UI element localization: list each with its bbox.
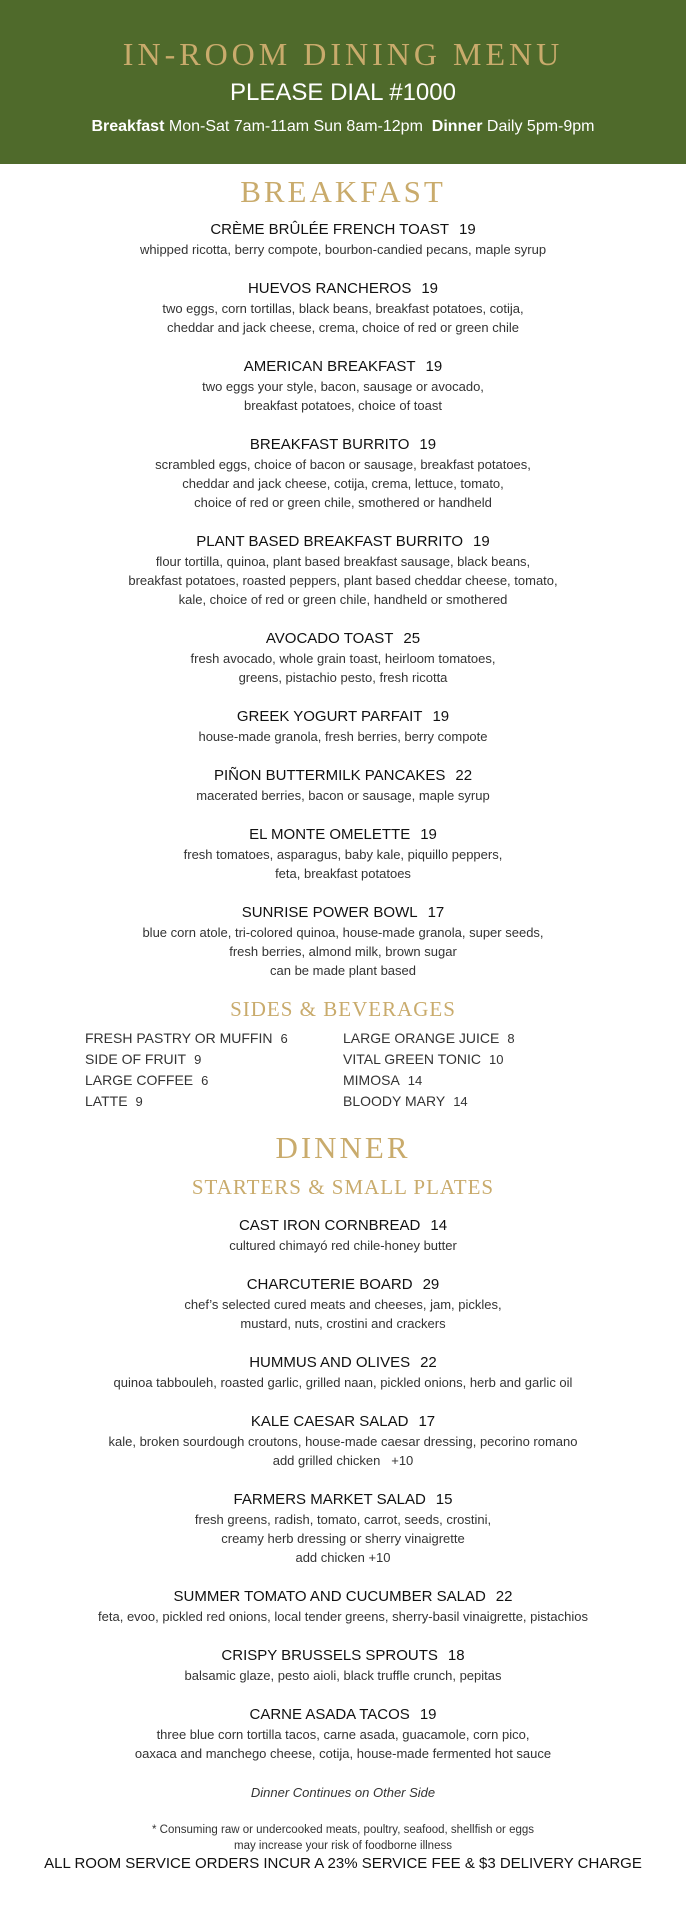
menu-item [0,1275,686,1333]
side-name: VITAL GREEN TONIC [343,1051,481,1067]
side-name: FRESH PASTRY OR MUFFIN [85,1030,273,1046]
item-description: greens, pistachio pesto, fresh ricotta [238,670,448,685]
item-price: 29 [422,1276,440,1293]
item-price: 25 [403,630,421,647]
item-price: 14 [430,1217,448,1234]
item-price: 22 [420,1354,437,1371]
item-description: cheddar and jack cheese, crema, choice of red or green chile [167,320,519,335]
menu-title: IN-ROOM DINING MENU [122,36,564,72]
item-description: macerated berries, bacon or sausage, maple syrup [196,788,490,803]
dinner-section-title: DINNER [275,1130,411,1165]
item-name: SUMMER TOMATO AND CUCUMBER SALAD [173,1588,486,1605]
dinner-items [0,1216,686,1763]
menu-item [0,1490,686,1567]
item-description: breakfast potatoes, roasted peppers, plant based cheddar cheese, tomato, [128,573,558,588]
item-description: fresh avocado, whole grain toast, heirloom tomatoes, [190,651,496,666]
item-addon: add grilled chicken +10 [272,1453,414,1468]
service-fee-notice: ALL ROOM SERVICE ORDERS INCUR A 23% SERVICE FEE & $3 DELIVERY CHARGE [44,1855,642,1872]
item-name: CAST IRON CORNBREAD [238,1217,421,1234]
header-banner [0,0,686,164]
item-name: HUEVOS RANCHEROS [247,280,412,297]
menu-item [0,629,686,687]
side-name: SIDE OF FRUIT [85,1051,187,1067]
side-price: 9 [135,1094,143,1109]
item-description: can be made plant based [270,963,416,978]
side-price: 6 [201,1073,209,1088]
item-name: HUMMUS AND OLIVES [249,1354,411,1371]
breakfast-items [0,220,686,980]
item-name: CRÈME BRÛLÉE FRENCH TOAST [210,221,449,238]
item-price: 19 [473,533,490,550]
continue-note: Dinner Continues on Other Side [250,1785,436,1800]
side-item [85,1091,343,1112]
item-description: kale, choice of red or green chile, handheld or smothered [178,592,508,607]
item-name: AMERICAN BREAKFAST [243,358,416,375]
item-description: two eggs your style, bacon, sausage or avocado, [202,379,484,394]
dial-instruction: PLEASE DIAL #1000 [230,79,456,106]
starters-subtitle: STARTERS & SMALL PLATES [191,1175,495,1199]
side-item [343,1070,601,1091]
item-price: 22 [495,1588,513,1605]
item-description: house-made granola, fresh berries, berry compote [198,729,488,744]
dinner-hours-label: Dinner [431,118,483,135]
sides-section-title: SIDES & BEVERAGES [230,997,456,1021]
menu-item [0,279,686,337]
menu-item [0,435,686,512]
item-description: blue corn atole, tri-colored quinoa, house-made granola, super seeds, [142,925,544,940]
side-item [85,1049,343,1070]
dinner-hours: Daily 5pm-9pm [486,118,595,135]
item-description: balsamic glaze, pesto aioli, black truffle crunch, pepitas [184,1668,502,1683]
item-price: 19 [458,221,476,238]
menu-item [0,1353,686,1392]
side-price: 6 [280,1031,288,1046]
item-name: GREEK YOGURT PARFAIT [236,708,423,725]
side-price: 10 [488,1052,504,1067]
menu-item [0,707,686,746]
item-description: fresh berries, almond milk, brown sugar [229,944,457,959]
item-name: CHARCUTERIE BOARD [246,1276,413,1293]
breakfast-section-title: BREAKFAST [240,174,446,209]
item-description: breakfast potatoes, choice of toast [243,398,442,413]
item-name: CARNE ASADA TACOS [249,1706,410,1723]
menu-item [0,825,686,883]
item-description: creamy herb dressing or sherry vinaigrette [221,1531,465,1546]
menu-item [0,532,686,609]
menu-item [0,220,686,259]
item-description: chef’s selected cured meats and cheeses, jam, pickles, [184,1297,502,1312]
item-description: two eggs, corn tortillas, black beans, breakfast potatoes, cotija, [162,301,524,316]
item-price: 15 [435,1491,453,1508]
side-name: LARGE ORANGE JUICE [343,1030,500,1046]
side-name: MIMOSA [343,1072,400,1088]
item-name: BREAKFAST BURRITO [249,436,410,453]
item-name: AVOCADO TOAST [265,630,394,647]
side-name: LATTE [85,1093,128,1109]
menu-item [0,357,686,415]
item-description: mustard, nuts, crostini and crackers [240,1316,446,1331]
item-price: 19 [425,358,443,375]
item-name: PIÑON BUTTERMILK PANCAKES [213,767,446,784]
menu-item [0,903,686,980]
item-price: 17 [427,904,445,921]
service-hours [0,116,686,138]
side-name: LARGE COFFEE [85,1072,194,1088]
sides-left-column [85,1028,343,1112]
side-price: 9 [194,1052,202,1067]
menu-item [0,1587,686,1626]
side-item [343,1049,601,1070]
item-price: 19 [419,1706,437,1723]
item-description: feta, evoo, pickled red onions, local tender greens, sherry-basil vinaigrette, pistachios [98,1609,588,1624]
item-price: 19 [419,436,437,453]
item-addon: add chicken +10 [295,1550,391,1565]
sides-list [0,1028,686,1112]
item-description: choice of red or green chile, smothered or handheld [194,495,492,510]
item-description: flour tortilla, quinoa, plant based breakfast sausage, black beans, [155,554,531,569]
menu-item [0,1705,686,1763]
item-description: cheddar and jack cheese, cotija, crema, lettuce, tomato, [182,476,504,491]
item-name: FARMERS MARKET SALAD [233,1491,426,1508]
side-item [343,1091,601,1112]
item-name: PLANT BASED BREAKFAST BURRITO [196,533,464,550]
item-description: whipped ricotta, berry compote, bourbon-candied pecans, maple syrup [139,242,547,257]
item-name: KALE CAESAR SALAD [250,1413,409,1430]
item-price: 19 [421,280,439,297]
item-price: 19 [420,826,437,843]
menu-item [0,1646,686,1685]
item-description: three blue corn tortilla tacos, carne asada, guacamole, corn pico, [156,1727,530,1742]
menu-item [0,766,686,805]
item-price: 22 [455,767,473,784]
side-price: 14 [407,1073,423,1088]
breakfast-hours: Mon-Sat 7am-11am Sun 8am-12pm [168,118,423,135]
item-description: feta, breakfast potatoes [275,866,411,881]
item-name: SUNRISE POWER BOWL [241,904,418,921]
item-description: fresh greens, radish, tomato, carrot, seeds, crostini, [194,1512,492,1527]
side-name: BLOODY MARY [343,1093,446,1109]
item-price: 19 [432,708,450,725]
item-name: CRISPY BRUSSELS SPROUTS [221,1647,438,1664]
food-safety-note: * Consuming raw or undercooked meats, poultry, seafood, shellfish or eggs [151,1824,535,1836]
footer [0,1822,686,1874]
item-description: kale, broken sourdough croutons, house-made caesar dressing, pecorino romano [108,1434,578,1449]
side-item [85,1028,343,1049]
menu-item [0,1216,686,1255]
side-price: 14 [453,1094,468,1109]
breakfast-hours-label: Breakfast [91,118,165,135]
food-safety-note: may increase your risk of foodborne illness [234,1840,452,1852]
item-price: 17 [418,1413,436,1430]
item-description: fresh tomatoes, asparagus, baby kale, piquillo peppers, [183,847,503,862]
side-item [343,1028,601,1049]
item-description: cultured chimayó red chile-honey butter [229,1238,457,1253]
item-description: quinoa tabbouleh, roasted garlic, grilled naan, pickled onions, herb and garlic oil [113,1375,573,1390]
item-description: scrambled eggs, choice of bacon or sausage, breakfast potatoes, [155,457,531,472]
side-price: 8 [507,1031,515,1046]
sides-right-column [343,1028,601,1112]
menu-item [0,1412,686,1470]
item-price: 18 [447,1647,465,1664]
item-description: oaxaca and manchego cheese, cotija, house-made fermented hot sauce [134,1746,552,1761]
side-item [85,1070,343,1091]
item-name: EL MONTE OMELETTE [249,826,411,843]
